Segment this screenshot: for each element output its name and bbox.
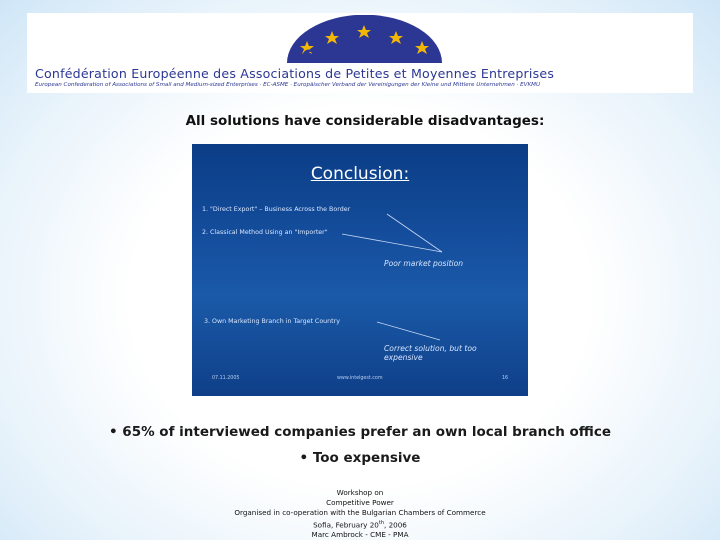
slide-item-1: 1. "Direct Export" – Business Across the Border [202,206,351,213]
logo-text: CEA-PME [301,47,423,67]
slide-item-2: 2. Classical Method Using an "Importer" [202,229,328,236]
bullet-branch-office: • 65% of interviewed companies prefer an own local branch office [108,424,612,440]
footer [0,488,720,540]
slide-footer-date: 07.11.2005 [212,376,240,381]
slide-footer-page: 16 [502,376,509,381]
embedded-slide [192,144,528,396]
bullet-too-expensive: • Too expensive [299,450,421,466]
slide-footer-url: www.intelgest.com [337,376,383,381]
page-heading: All solutions have considerable disadvantages: [185,113,545,129]
arrow-line-1 [387,214,442,252]
slide-note-expensive: Correct solution, but too expensive [384,344,477,362]
footer-line-title: Competitive Power [326,498,394,507]
organization-name: Confédération Européenne des Associations de Petites et Moyennes Entreprises [35,66,555,81]
footer-date-suffix: th [378,520,384,526]
header-banner [27,13,693,93]
organization-subtitle: European Confederation of Associations of Small and Medium-sized Enterprises · EC-ASME · Europäischer Verband der Vereinigungen der Kleine und Mittlere Unternehmen · EVKMU [35,82,541,88]
footer-line-author: Marc Ambrock - CME - PMA [311,530,409,540]
footer-line-organised: Organised in co-operation with the Bulgarian Chambers of Commerce [234,508,486,517]
arrow-line-3 [377,322,440,340]
slide-item-3: 3. Own Marketing Branch in Target Country [204,318,340,325]
footer-date-year: , 2006 [384,520,407,530]
footer-line-workshop: Workshop on [336,488,384,497]
footer-line-date [0,518,720,530]
slide-note-poor-market: Poor market position [384,259,464,268]
arrow-line-2 [342,234,442,252]
footer-date-text: Sofia, February 20 [313,520,379,530]
slide-title: Conclusion: [310,164,410,184]
